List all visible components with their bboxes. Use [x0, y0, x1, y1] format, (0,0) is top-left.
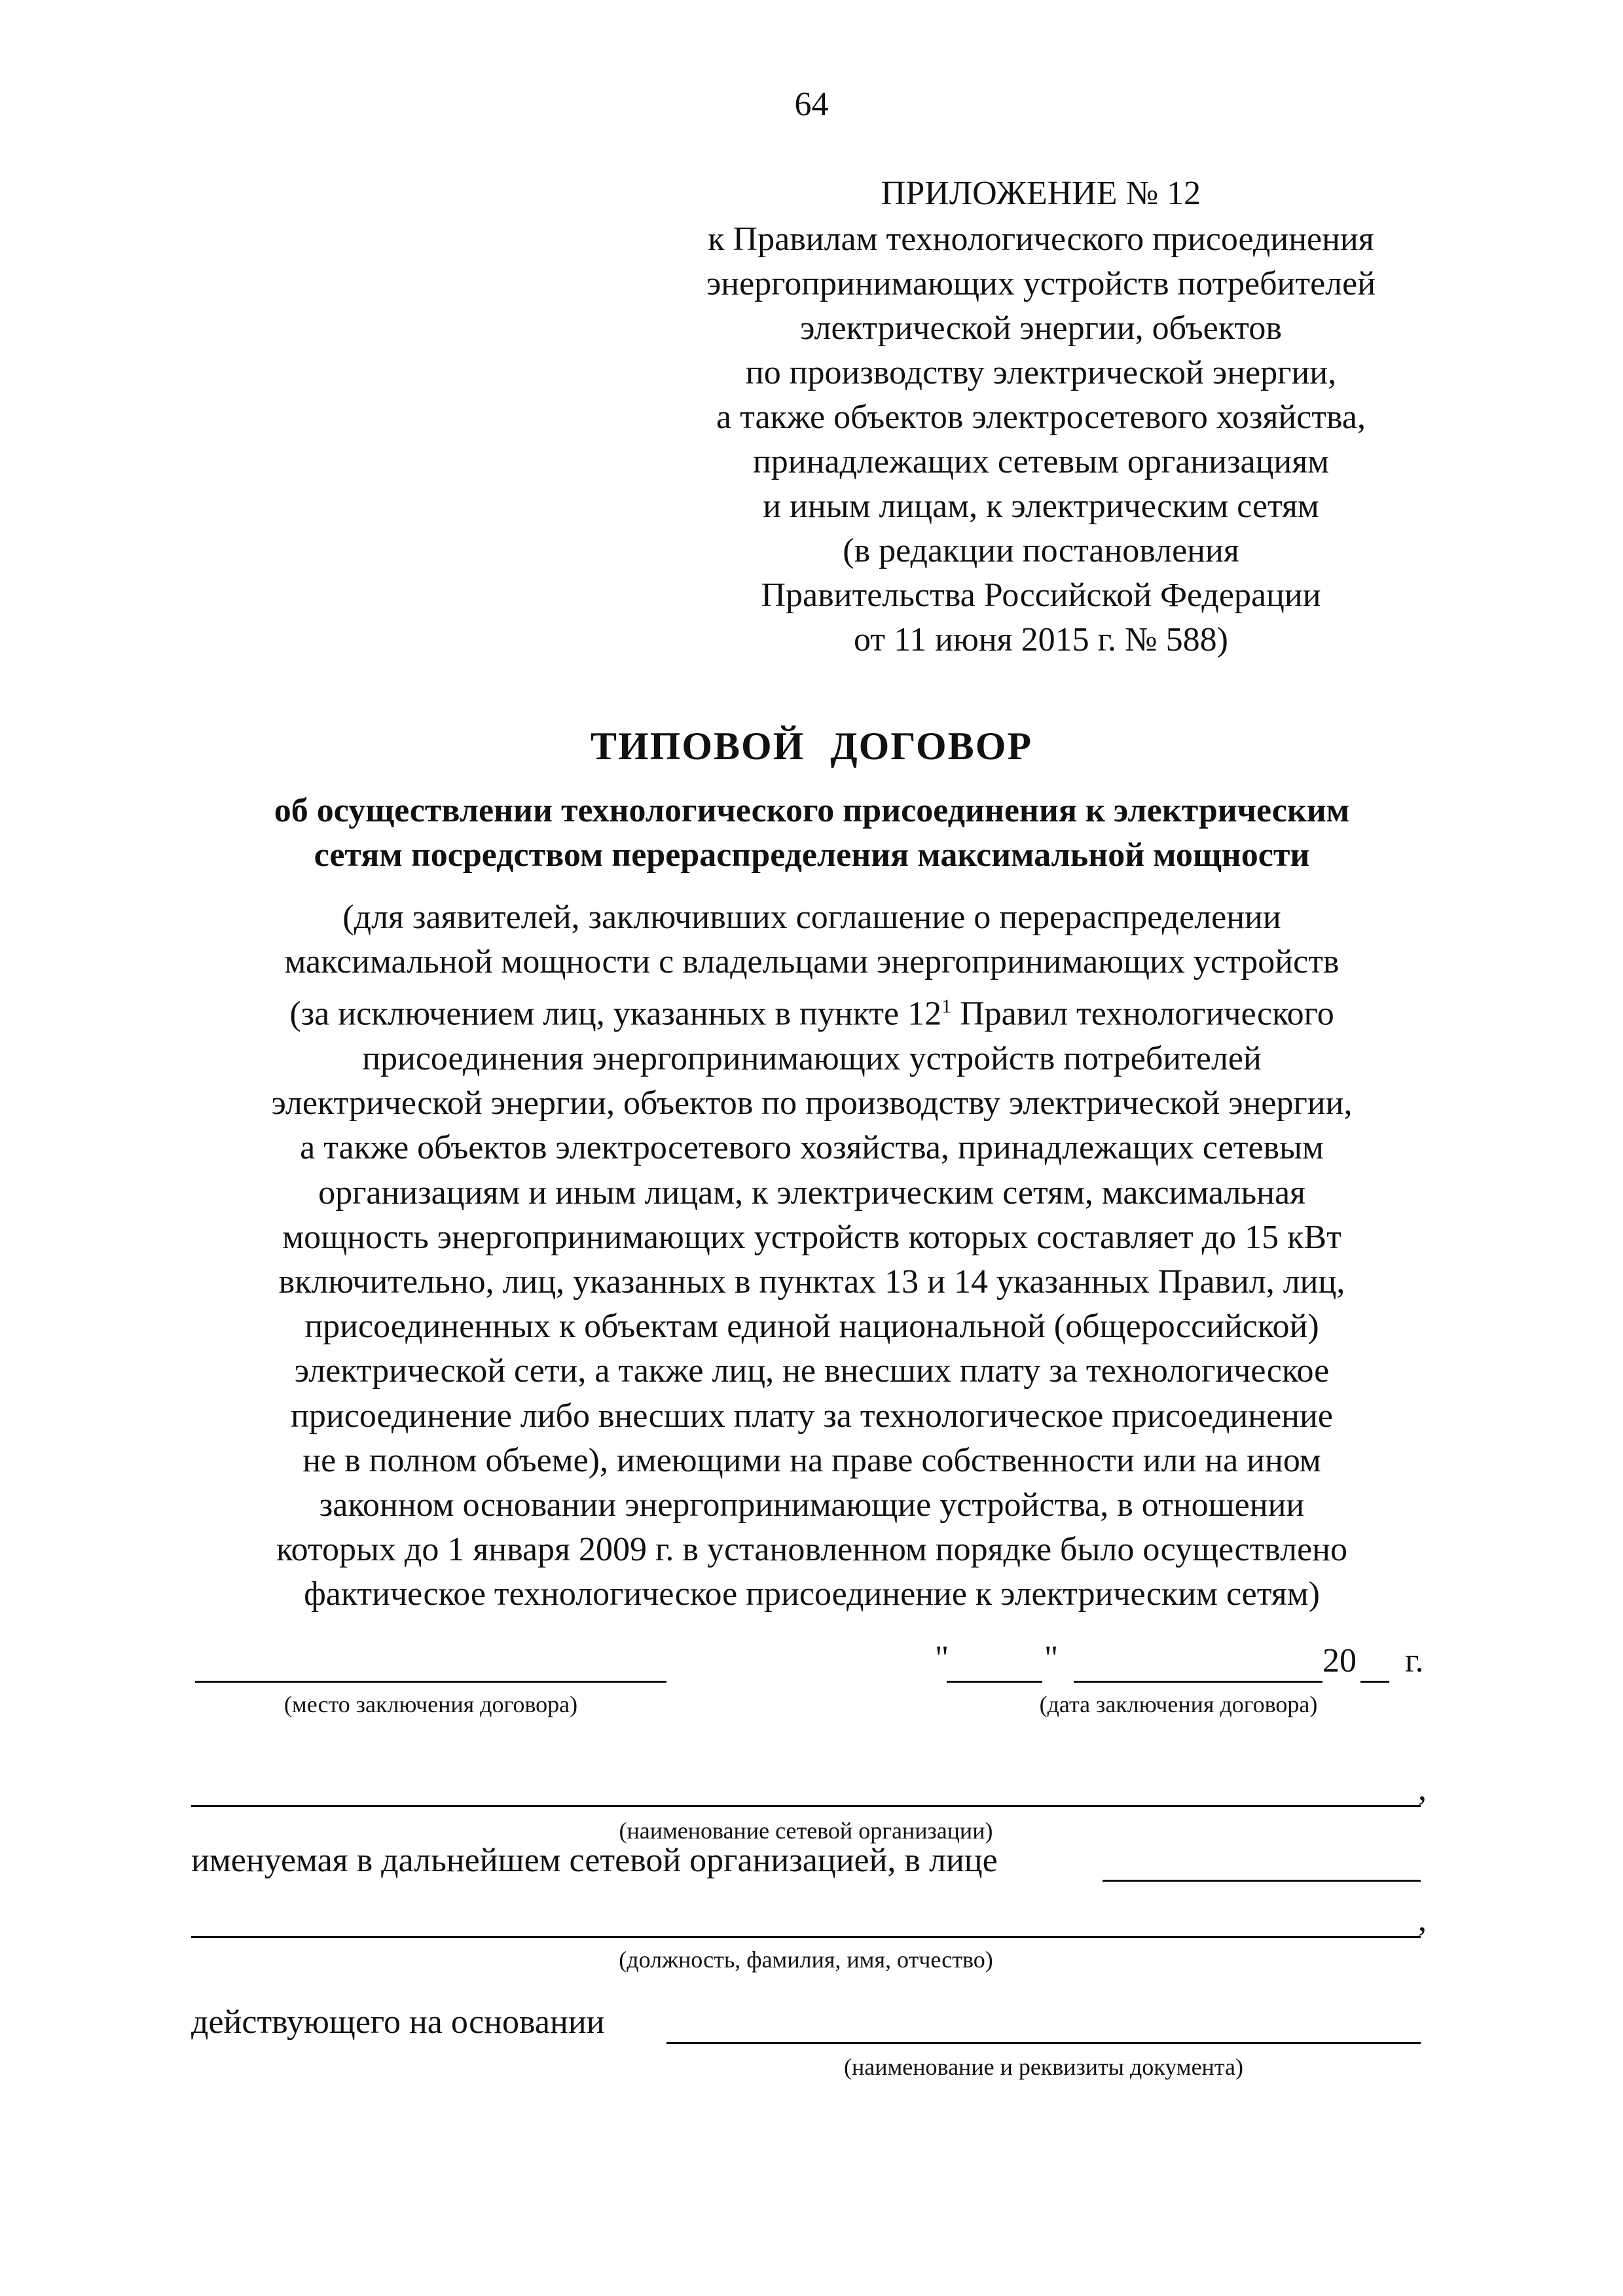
- subtitle-line: об осуществлении технологического присоединения к электрическим: [274, 792, 1350, 829]
- appendix-line: электрической энергии, объектов: [800, 310, 1282, 347]
- month-blank[interactable]: [1074, 1681, 1322, 1683]
- person-caption: (должность, фамилия, имя, отчество): [619, 1946, 993, 1973]
- appendix-line: а также объектов электросетевого хозяйства,: [716, 399, 1366, 436]
- appendix-title: ПРИЛОЖЕНИЕ № 12: [881, 175, 1201, 212]
- quote-open: ": [935, 1640, 949, 1677]
- scope-line: присоединение либо внесших плату за технологическое присоединение: [291, 1397, 1333, 1435]
- appendix-line: принадлежащих сетевым организациям: [752, 443, 1330, 480]
- subtitle-line: сетям посредством перераспределения максимальной мощности: [314, 836, 1310, 874]
- date-caption: (дата заключения договора): [1039, 1691, 1318, 1717]
- place-caption: (место заключения договора): [283, 1691, 578, 1717]
- org-comma: ,: [1418, 1770, 1427, 1808]
- scope-line: мощность энергопринимающих устройств которых составляет до 15 кВт: [282, 1218, 1341, 1256]
- scope-line: которых до 1 января 2009 г. в установленном порядке было осуществлено: [276, 1531, 1348, 1569]
- scope-line: присоединенных к объектам единой национальной (общероссийской): [304, 1308, 1319, 1346]
- page-number: 64: [794, 86, 829, 123]
- scope-line: присоединения энергопринимающих устройств потребителей: [362, 1039, 1262, 1077]
- scope-line: (для заявителей, заключивших соглашение о перераспределении: [342, 899, 1281, 936]
- org-caption: (наименование сетевой организации): [619, 1818, 993, 1844]
- appendix-line: к Правилам технологического присоединения: [708, 221, 1374, 258]
- scope-line-part: Правил технологического: [951, 995, 1334, 1033]
- scope-line: максимальной мощности с владельцами энергопринимающих устройств: [284, 943, 1340, 981]
- scope-line: организациям и иным лицам, к электрическим сетям, максимальная: [318, 1174, 1305, 1211]
- scope-line: электрической сети, а также лиц, не внесших плату за технологическое: [294, 1352, 1330, 1390]
- appendix-line: Правительства Российской Федерации: [761, 577, 1321, 614]
- document-subtitle: [170, 789, 1453, 878]
- acting-basis-text: действующего на основании: [191, 2003, 605, 2041]
- basis-document-blank[interactable]: [666, 2042, 1421, 2044]
- scope-line: включительно, лиц, указанных в пунктах 13 и 14 указанных Правил, лиц,: [278, 1263, 1345, 1300]
- day-blank[interactable]: [947, 1681, 1042, 1683]
- document-title: ТИПОВОЙ ДОГОВОР: [590, 725, 1033, 768]
- quote-close: ": [1044, 1640, 1059, 1677]
- year-prefix: 20: [1322, 1642, 1357, 1679]
- scope-line: электрической энергии, объектов по производству электрической энергии,: [271, 1085, 1353, 1122]
- representative-blank[interactable]: [1103, 1880, 1421, 1882]
- person-blank[interactable]: [191, 1936, 1421, 1938]
- footnote-superscript: 1: [941, 996, 952, 1018]
- scope-line: [157, 984, 1467, 1037]
- year-blank[interactable]: [1360, 1681, 1389, 1683]
- appendix-block: [648, 171, 1434, 662]
- person-comma: ,: [1418, 1901, 1427, 1939]
- appendix-line: (в редакции постановления: [843, 532, 1239, 569]
- appendix-line: энергопринимающих устройств потребителей: [706, 265, 1376, 302]
- appendix-line: по производству электрической энергии,: [745, 354, 1337, 391]
- scope-line: фактическое технологическое присоединение к электрическим сетям): [304, 1575, 1320, 1613]
- year-suffix: г.: [1405, 1642, 1424, 1679]
- scope-line: не в полном объеме), имеющими на праве собственности или на ином: [302, 1441, 1321, 1479]
- scope-paragraph: [157, 895, 1467, 1617]
- org-name-blank[interactable]: [191, 1805, 1421, 1807]
- named-as-text: именуемая в дальнейшем сетевой организацией, в лице: [191, 1842, 998, 1879]
- scope-line: законном основании энергопринимающие устройства, в отношении: [319, 1486, 1305, 1524]
- appendix-line: от 11 июня 2015 г. № 588): [854, 621, 1228, 658]
- scope-line-part: (за исключением лиц, указанных в пункте 12: [289, 995, 942, 1033]
- scope-line: а также объектов электросетевого хозяйства, принадлежащих сетевым: [300, 1129, 1324, 1167]
- appendix-line: и иным лицам, к электрическим сетям: [763, 488, 1319, 525]
- place-blank[interactable]: [195, 1681, 666, 1683]
- document-caption: (наименование и реквизиты документа): [844, 2054, 1243, 2080]
